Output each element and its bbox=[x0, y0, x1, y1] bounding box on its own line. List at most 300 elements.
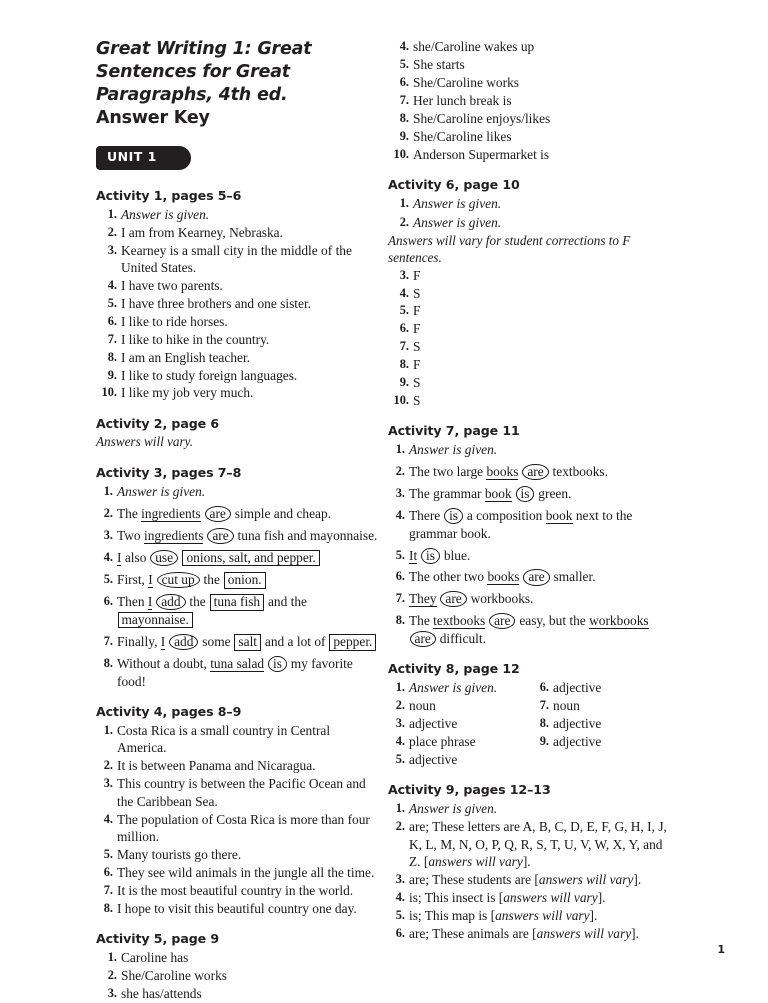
object-box-annotation: tuna fish bbox=[210, 594, 265, 611]
activity-4-heading: Activity 4, pages 8–9 bbox=[96, 704, 242, 720]
answer-number: 3. bbox=[395, 871, 405, 886]
answer-text: She starts bbox=[413, 56, 465, 72]
activity-5-list-right bbox=[388, 38, 670, 163]
answer-number: 7. bbox=[399, 92, 409, 107]
answer-item bbox=[388, 889, 670, 906]
answer-item bbox=[532, 715, 672, 732]
answer-item bbox=[388, 463, 670, 480]
answer-item bbox=[388, 38, 670, 55]
answer-text: adjective bbox=[409, 716, 458, 732]
answer-text bbox=[409, 591, 533, 606]
answer-item bbox=[388, 590, 670, 607]
answer-number: 8. bbox=[539, 716, 549, 731]
italic-text: Answer is given. bbox=[409, 801, 498, 817]
answer-text: she/Caroline wakes up bbox=[413, 39, 535, 54]
answer-text bbox=[117, 656, 353, 688]
plain-text: my favorite food! bbox=[117, 656, 353, 689]
answer-item bbox=[96, 593, 378, 628]
italic-text: answers will vary bbox=[503, 889, 598, 905]
answer-number: 3. bbox=[103, 527, 113, 542]
plain-text: Then bbox=[117, 594, 148, 610]
verb-oval-annotation: are bbox=[205, 506, 231, 522]
subject-underline-annotation: books bbox=[487, 569, 520, 585]
answer-item bbox=[388, 285, 670, 302]
plain-text: blue. bbox=[440, 547, 471, 563]
plain-text: easy, but the bbox=[515, 613, 590, 629]
plain-text bbox=[264, 656, 267, 671]
answer-item bbox=[388, 92, 670, 109]
answer-item bbox=[388, 679, 538, 696]
subject-underline-annotation: book bbox=[545, 508, 573, 524]
answer-number: 6. bbox=[539, 680, 549, 695]
answer-text: I like to study foreign languages. bbox=[121, 367, 298, 383]
answer-text: noun bbox=[409, 698, 436, 714]
answer-item bbox=[532, 733, 672, 750]
answer-text: I like to ride horses. bbox=[121, 313, 228, 329]
verb-oval-annotation: are bbox=[207, 528, 233, 544]
activity-7-list bbox=[388, 441, 670, 647]
answer-text bbox=[409, 890, 606, 905]
answer-text: S bbox=[413, 285, 421, 301]
activity-8-heading: Activity 8, page 12 bbox=[388, 661, 520, 677]
answer-item bbox=[96, 277, 378, 294]
answer-item bbox=[96, 313, 378, 330]
answer-number: 1. bbox=[107, 950, 117, 965]
plain-text: The bbox=[117, 505, 142, 521]
answer-item bbox=[96, 206, 378, 223]
plain-text: next to the grammar book. bbox=[409, 508, 633, 541]
answer-item bbox=[96, 900, 378, 917]
answer-item bbox=[96, 367, 378, 384]
answer-item bbox=[96, 882, 378, 899]
answer-number: 5. bbox=[103, 847, 113, 862]
answer-number: 3. bbox=[395, 716, 405, 731]
answer-item bbox=[388, 338, 670, 355]
answer-item bbox=[388, 302, 670, 319]
answer-text: Answer is given. bbox=[413, 214, 502, 230]
activity-6-heading: Activity 6, page 10 bbox=[388, 176, 520, 192]
answer-item bbox=[96, 331, 378, 348]
answer-number: 3. bbox=[103, 776, 113, 791]
subject-underline-annotation: tuna salad bbox=[210, 656, 265, 672]
answer-number: 5. bbox=[399, 303, 409, 318]
answer-number: 1. bbox=[399, 195, 409, 210]
answer-number: 7. bbox=[539, 698, 549, 713]
activity-6-list-top bbox=[388, 195, 670, 231]
answer-text bbox=[117, 484, 205, 499]
answer-number: 4. bbox=[103, 549, 113, 564]
answer-text bbox=[409, 872, 641, 887]
answer-item bbox=[388, 146, 670, 163]
object-box-annotation: salt bbox=[234, 634, 261, 651]
answer-number: 3. bbox=[107, 986, 117, 1001]
answer-item bbox=[388, 110, 670, 127]
plain-text: green. bbox=[534, 486, 572, 502]
activity-8-columns bbox=[388, 679, 670, 768]
plain-text bbox=[203, 528, 206, 543]
answer-number: 5. bbox=[395, 547, 405, 562]
activity-6-note: Answers will vary for student corrections to F sentences. bbox=[388, 232, 631, 265]
answer-text: It is the most beautiful country in the world. bbox=[117, 882, 354, 898]
answer-number: 3. bbox=[107, 242, 117, 257]
subject-underline-annotation: ingredients bbox=[141, 505, 201, 521]
answer-number: 9. bbox=[107, 367, 117, 382]
verb-oval-annotation: are bbox=[522, 464, 548, 480]
answer-number: 4. bbox=[395, 733, 405, 748]
answer-item bbox=[96, 967, 378, 984]
answer-text bbox=[409, 486, 571, 501]
page-title bbox=[96, 38, 331, 130]
answer-number: 2. bbox=[103, 758, 113, 773]
plain-text: ]. bbox=[631, 925, 639, 941]
plain-text: and the bbox=[264, 594, 307, 610]
answer-text: S bbox=[413, 393, 421, 409]
answer-item bbox=[388, 871, 670, 888]
answer-item bbox=[96, 949, 378, 966]
answer-item bbox=[532, 679, 672, 696]
answer-item bbox=[96, 549, 378, 567]
answer-item bbox=[96, 757, 378, 774]
plain-text bbox=[437, 591, 440, 606]
answer-text: adjective bbox=[553, 716, 602, 732]
object-box-annotation: mayonnaise. bbox=[118, 612, 193, 629]
answer-item bbox=[96, 242, 378, 277]
plain-text bbox=[165, 634, 168, 649]
answer-text bbox=[409, 819, 667, 869]
subject-underline-annotation: books bbox=[486, 464, 519, 480]
answer-number: 8. bbox=[107, 349, 117, 364]
answer-text bbox=[117, 506, 331, 521]
plain-text: ]. bbox=[589, 907, 598, 923]
answer-text bbox=[409, 442, 497, 457]
answer-text: They see wild animals in the jungle all the time. bbox=[117, 864, 375, 880]
answer-number: 5. bbox=[395, 751, 405, 766]
italic-text: Answer is given. bbox=[409, 442, 498, 458]
answer-item bbox=[388, 74, 670, 91]
answer-number: 10. bbox=[393, 393, 409, 408]
italic-text: Answer is given. bbox=[117, 483, 206, 499]
answer-number: 4. bbox=[395, 508, 405, 523]
answer-item bbox=[388, 818, 670, 870]
verb-oval-annotation: add bbox=[169, 634, 198, 650]
subject-underline-annotation: I bbox=[147, 594, 153, 610]
answer-item bbox=[96, 571, 378, 589]
answer-number: 8. bbox=[395, 613, 405, 628]
answer-text: F bbox=[413, 303, 421, 319]
subject-underline-annotation: ingredients bbox=[143, 527, 204, 543]
answer-item bbox=[388, 320, 670, 337]
object-box-annotation: onions, salt, and pepper. bbox=[182, 550, 319, 567]
answer-item bbox=[96, 655, 378, 690]
answer-number: 2. bbox=[399, 214, 409, 229]
answer-text bbox=[117, 550, 320, 565]
answer-item bbox=[388, 214, 670, 231]
answer-number: 7. bbox=[107, 331, 117, 346]
answer-text bbox=[409, 569, 596, 584]
answer-number: 2. bbox=[395, 819, 405, 834]
answer-text: Her lunch break is bbox=[413, 92, 512, 108]
verb-oval-annotation: are bbox=[410, 631, 436, 647]
verb-oval-annotation: are bbox=[440, 591, 466, 607]
answer-text: adjective bbox=[409, 751, 458, 767]
plain-text: some bbox=[198, 633, 234, 649]
answer-number: 2. bbox=[107, 968, 117, 983]
verb-oval-annotation: is bbox=[516, 486, 535, 502]
verb-oval-annotation: is bbox=[268, 656, 287, 672]
activity-9-heading: Activity 9, pages 12–13 bbox=[388, 782, 551, 798]
answer-number: 9. bbox=[539, 733, 549, 748]
answer-text: This country is between the Pacific Ocean and the Caribbean Sea. bbox=[117, 776, 366, 809]
plain-text: tuna fish and mayonnaise. bbox=[234, 527, 378, 543]
answer-text bbox=[409, 464, 608, 479]
answer-text bbox=[409, 908, 597, 923]
plain-text bbox=[153, 572, 156, 587]
plain-text: The two large bbox=[409, 464, 487, 480]
subject-underline-annotation: They bbox=[409, 591, 437, 607]
plain-text: a composition bbox=[463, 508, 546, 524]
answer-number: 7. bbox=[395, 591, 405, 606]
answer-text: Answer is given. bbox=[409, 680, 498, 696]
answer-number: 2. bbox=[107, 224, 117, 239]
answer-number: 9. bbox=[399, 375, 409, 390]
activity-3-heading: Activity 3, pages 7–8 bbox=[96, 464, 242, 480]
activity-8-list-right bbox=[532, 679, 672, 751]
answer-item bbox=[388, 715, 538, 732]
answer-text: I have two parents. bbox=[121, 277, 223, 293]
answer-number: 10. bbox=[101, 385, 117, 400]
answer-text: Answer is given. bbox=[413, 195, 502, 211]
plain-text bbox=[417, 548, 420, 563]
answer-text: adjective bbox=[553, 680, 602, 696]
answer-text: S bbox=[413, 375, 421, 391]
plain-text: Without a doubt, bbox=[117, 656, 211, 672]
answer-number: 2. bbox=[395, 698, 405, 713]
answer-text: She/Caroline works bbox=[121, 968, 227, 984]
plain-text: The grammar bbox=[409, 486, 485, 502]
answer-number: 6. bbox=[103, 864, 113, 879]
answer-item bbox=[96, 295, 378, 312]
plain-text bbox=[519, 569, 522, 584]
plain-text: ]. bbox=[597, 889, 606, 905]
answer-text bbox=[409, 926, 639, 941]
title-line-4: Answer Key bbox=[96, 108, 210, 129]
answer-number: 10. bbox=[393, 146, 409, 161]
answer-number: 7. bbox=[103, 633, 113, 648]
answer-item bbox=[96, 384, 378, 401]
page-number: 1 bbox=[717, 943, 725, 956]
answer-item bbox=[96, 633, 378, 651]
answer-text: She/Caroline enjoys/likes bbox=[413, 110, 551, 126]
answer-text: adjective bbox=[553, 733, 602, 749]
plain-text: difficult. bbox=[436, 630, 486, 646]
plain-text: are; These letters are A, B, C, D, E, F, G, H, I, J, K, L, M, N, O, P, Q, R, S, T, U, V, W, X, Y, and Z. [ bbox=[409, 819, 667, 870]
verb-oval-annotation: is bbox=[421, 548, 440, 564]
verb-oval-annotation: cut up bbox=[157, 572, 200, 588]
answer-text: She/Caroline works bbox=[413, 74, 519, 90]
answer-text: I like my job very much. bbox=[121, 385, 254, 401]
plain-text: the bbox=[186, 594, 210, 610]
answer-text: Costa Rica is a small country in Central America. bbox=[117, 723, 331, 756]
answer-number: 9. bbox=[399, 128, 409, 143]
subject-underline-annotation: textbooks bbox=[433, 613, 486, 629]
answer-number: 1. bbox=[395, 442, 405, 457]
answer-number: 6. bbox=[399, 74, 409, 89]
answer-number: 4. bbox=[103, 811, 113, 826]
answer-number: 8. bbox=[399, 357, 409, 372]
answer-text: F bbox=[413, 267, 421, 283]
title-line-2: Sentences for Great bbox=[96, 62, 290, 83]
activity-3-list bbox=[96, 483, 378, 690]
answer-item bbox=[388, 733, 538, 750]
activity-4-list bbox=[96, 722, 378, 917]
answer-text bbox=[117, 594, 307, 627]
answer-text: The population of Costa Rica is more than four million. bbox=[117, 811, 370, 845]
plain-text: ]. bbox=[633, 871, 642, 887]
activity-9-list bbox=[388, 800, 670, 942]
answer-item bbox=[388, 195, 670, 212]
answer-number: 4. bbox=[395, 889, 405, 904]
italic-text: answers will vary bbox=[538, 871, 634, 887]
answer-text: S bbox=[413, 339, 421, 355]
answer-number: 5. bbox=[107, 295, 117, 310]
answer-item bbox=[96, 349, 378, 366]
answer-number: 8. bbox=[103, 656, 113, 671]
answer-number: 1. bbox=[107, 206, 117, 221]
answer-item bbox=[388, 374, 670, 391]
answer-number: 5. bbox=[395, 907, 405, 922]
italic-text: answers will vary bbox=[428, 854, 523, 870]
answer-number: 4. bbox=[107, 277, 117, 292]
activity-6-list-bottom bbox=[388, 267, 670, 410]
answer-text: She/Caroline likes bbox=[413, 128, 512, 144]
object-box-annotation: onion. bbox=[224, 572, 266, 589]
answer-item bbox=[388, 507, 670, 542]
answer-text bbox=[117, 528, 377, 543]
answer-number: 7. bbox=[103, 882, 113, 897]
verb-oval-annotation: use bbox=[150, 550, 178, 566]
answer-number: 1. bbox=[103, 723, 113, 738]
plain-text bbox=[201, 506, 204, 521]
title-line-3: Paragraphs, 4th ed. bbox=[96, 85, 288, 106]
plain-text: The bbox=[409, 613, 434, 629]
plain-text: are; These students are [ bbox=[409, 871, 539, 887]
answer-item bbox=[96, 722, 378, 757]
plain-text: also bbox=[121, 549, 150, 565]
answer-item bbox=[388, 751, 538, 768]
plain-text: workbooks. bbox=[467, 591, 534, 607]
plain-text: Two bbox=[117, 527, 144, 543]
activity-1-list bbox=[96, 206, 378, 402]
plain-text: ]. bbox=[522, 854, 531, 870]
answer-item bbox=[532, 697, 672, 714]
object-box-annotation: pepper. bbox=[329, 634, 376, 651]
answer-item bbox=[388, 925, 670, 942]
answer-text: I hope to visit this beautiful country one day. bbox=[117, 900, 357, 916]
activity-8-list-left bbox=[388, 679, 538, 768]
activity-5-list-left bbox=[96, 949, 378, 1002]
answer-number: 6. bbox=[399, 321, 409, 336]
answer-text: It is between Panama and Nicaragua. bbox=[117, 758, 316, 774]
answer-number: 8. bbox=[399, 110, 409, 125]
title-line-1: Great Writing 1: Great bbox=[96, 39, 312, 59]
plain-text bbox=[152, 594, 155, 609]
unit-badge-wrapper bbox=[96, 146, 378, 169]
answer-item bbox=[388, 907, 670, 924]
subject-underline-annotation: workbooks bbox=[589, 613, 649, 629]
answer-item bbox=[388, 697, 538, 714]
subject-underline-annotation: It bbox=[409, 547, 418, 563]
answer-text bbox=[409, 801, 497, 816]
verb-oval-annotation: is bbox=[444, 508, 463, 524]
answer-item bbox=[388, 56, 670, 73]
answer-number: 2. bbox=[395, 464, 405, 479]
plain-text: First, bbox=[117, 571, 149, 587]
unit-badge: UNIT 1 bbox=[96, 146, 191, 169]
answer-item bbox=[96, 775, 378, 810]
answer-number: 6. bbox=[395, 925, 405, 940]
answer-number: 6. bbox=[395, 569, 405, 584]
answer-item bbox=[388, 547, 670, 564]
verb-oval-annotation: add bbox=[156, 594, 185, 610]
plain-text: There bbox=[409, 508, 444, 524]
answer-number: 5. bbox=[103, 571, 113, 586]
plain-text: is; This insect is [ bbox=[409, 889, 504, 905]
answer-number: 1. bbox=[395, 801, 405, 816]
answer-text: place phrase bbox=[409, 733, 476, 749]
activity-5-heading: Activity 5, page 9 bbox=[96, 931, 220, 947]
plain-text bbox=[179, 550, 182, 565]
answer-text: Answer is given. bbox=[121, 206, 210, 222]
answer-text: Many tourists go there. bbox=[117, 847, 242, 863]
plain-text: simple and cheap. bbox=[231, 505, 332, 521]
answer-number: 7. bbox=[399, 339, 409, 354]
answer-number: 1. bbox=[395, 680, 405, 695]
answer-item bbox=[96, 527, 378, 544]
plain-text: Finally, bbox=[117, 633, 161, 649]
answer-number: 6. bbox=[103, 594, 113, 609]
activity-2-heading: Activity 2, page 6 bbox=[96, 415, 220, 431]
answer-text bbox=[409, 548, 470, 563]
left-column bbox=[96, 38, 378, 1003]
answer-text: noun bbox=[553, 698, 580, 714]
answer-text: Anderson Supermarket is bbox=[413, 146, 550, 162]
answer-item bbox=[388, 267, 670, 284]
answer-text bbox=[117, 572, 266, 587]
subject-underline-annotation: I bbox=[160, 633, 166, 649]
plain-text: the bbox=[200, 571, 224, 587]
answer-item bbox=[96, 811, 378, 846]
subject-underline-annotation: I bbox=[117, 549, 122, 565]
answer-number: 2. bbox=[103, 505, 113, 520]
answer-item bbox=[96, 505, 378, 522]
answer-number: 8. bbox=[103, 900, 113, 915]
answer-item bbox=[388, 485, 670, 502]
answer-item bbox=[388, 568, 670, 585]
answer-text bbox=[409, 613, 649, 645]
plain-text: smaller. bbox=[550, 569, 596, 585]
answer-item bbox=[96, 224, 378, 241]
answer-text: Kearney is a small city in the middle of the United States. bbox=[121, 242, 352, 276]
italic-text: answers will vary bbox=[536, 925, 632, 941]
plain-text: The other two bbox=[409, 569, 488, 585]
answer-text: I like to hike in the country. bbox=[121, 331, 270, 347]
answer-number: 5. bbox=[399, 56, 409, 71]
answer-item bbox=[388, 800, 670, 817]
answer-item bbox=[96, 864, 378, 881]
right-column bbox=[388, 38, 670, 943]
answer-text: she has/attends bbox=[121, 986, 202, 1002]
answer-item bbox=[388, 128, 670, 145]
